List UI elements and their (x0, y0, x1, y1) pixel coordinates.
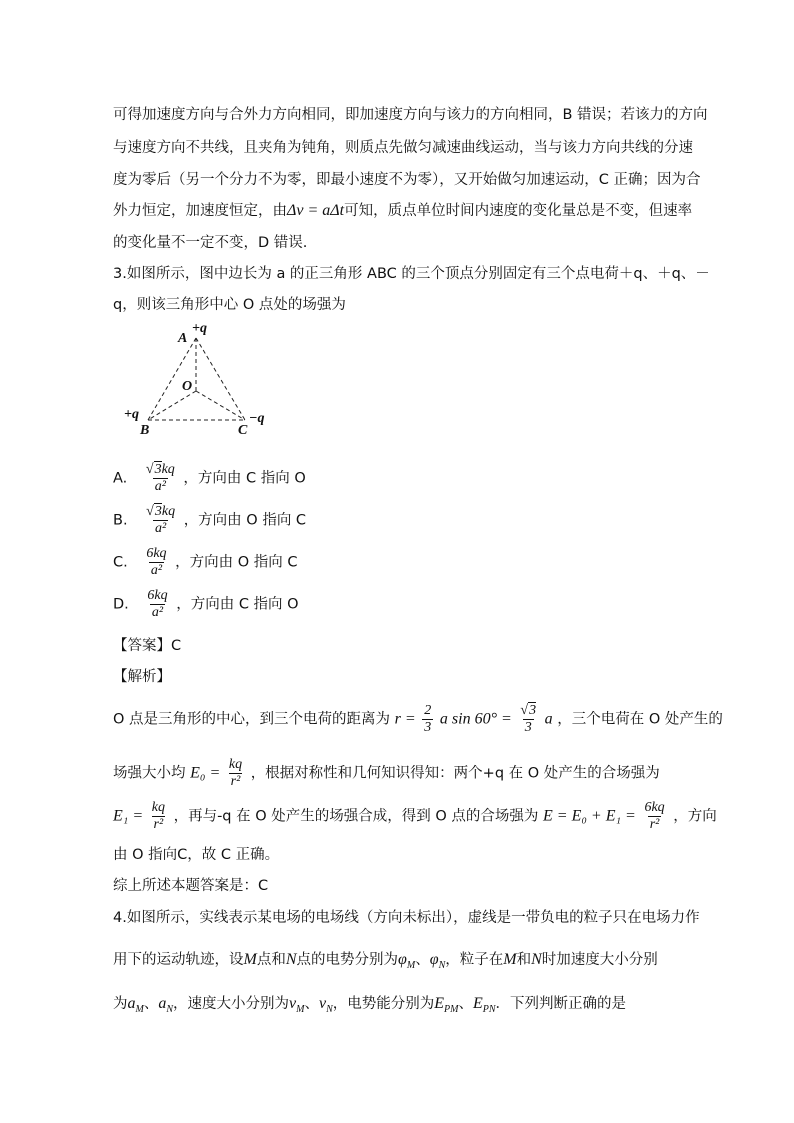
a-n: $a_N$ (158, 995, 174, 1016)
v-n: $v_N$ (318, 995, 333, 1016)
separator: 、 (458, 996, 473, 1012)
fraction-denominator: a² (151, 605, 164, 620)
analysis-line-2 (113, 757, 660, 790)
v-m: $v_M$ (289, 995, 305, 1016)
option-a-text: ，方向由 C 指向 O (183, 470, 306, 487)
analysis-line-1 (113, 703, 723, 736)
delta-v-equation: Δv = aΔt (287, 202, 345, 219)
answer-tag: 【答案】 (113, 638, 171, 654)
q3-stem-line-1: 3.如图所示，图中边长为 a 的正三角形 ABC 的三个顶点分别固定有三个点电荷＋q、＋q、－ (113, 266, 710, 282)
fraction-root3-over-3: $\frac{√3}{3}$ (520, 703, 537, 735)
prev-para-line-5: 的变化量不一定不变，D 错误. (113, 235, 308, 251)
analysis-text: 场强大小均 (113, 765, 186, 782)
option-a[interactable] (113, 462, 306, 495)
charge-c-label: −q (249, 411, 265, 426)
q3-stem-line-2: q，则该三角形中心 O 点处的场强为 (113, 297, 346, 313)
a-variable: a (544, 710, 553, 728)
option-c[interactable] (113, 546, 298, 579)
segment-bo (148, 391, 196, 420)
vertex-c-label: C (238, 423, 248, 438)
q4-text: ，电势能分别为 (332, 996, 435, 1012)
vertex-a-label: A (178, 331, 188, 346)
prev-para-line-4 (113, 199, 692, 220)
analysis-tag: 【解析】 (113, 669, 171, 685)
q4-text: 点和 (256, 952, 286, 968)
option-c-letter: C. (113, 554, 128, 571)
point-n: N (531, 951, 542, 968)
prev-para-text: 可知，质点单位时间内速度的变化量总是不变，但速率 (344, 203, 693, 219)
phi-n: $\varphi_N$ (429, 951, 446, 972)
e0-equation: E₀ = (190, 764, 221, 782)
fraction-6kq-r2: $\frac{6kq}{\text{r²}}$ (644, 800, 665, 832)
fraction-denominator: a² (155, 521, 167, 536)
analysis-text: ，方向 (673, 808, 717, 825)
fraction-denominator: a² (150, 563, 163, 578)
point-n: N (285, 951, 297, 968)
option-a-fraction (144, 462, 177, 495)
segment-co (196, 391, 245, 420)
q4-text: 为 (113, 996, 128, 1012)
q4-stem-line-3 (113, 992, 626, 1015)
e-pn: $E_{PN}$ (472, 995, 496, 1016)
vertex-b-label: B (140, 423, 150, 438)
option-b-fraction (144, 504, 177, 537)
fraction-numerator: 6kq (147, 588, 168, 603)
q4-text: ，速度大小分别为 (173, 996, 290, 1012)
fraction-numerator: √3kq (146, 504, 176, 519)
a-m: $a_M$ (127, 995, 144, 1016)
q4-text: 点的电势分别为 (296, 952, 398, 968)
option-c-text: ，方向由 O 指向 C (175, 554, 298, 571)
q4-text: ，粒子在 (445, 952, 504, 968)
analysis-text: ，再与-q 在 O 处产生的场强合成，得到 O 点的合场强为 (173, 808, 539, 825)
analysis-line-5: 综上所述本题答案是：C (113, 878, 269, 894)
e1-equation: E₁ = (113, 807, 144, 825)
analysis-text: O 点是三角形的中心，到三个电荷的距离为 (113, 711, 391, 728)
e-total-equation: E = E₀ + E₁ = (543, 807, 636, 825)
q4-text: 和 (516, 952, 532, 968)
point-m: M (503, 951, 517, 968)
option-b[interactable] (113, 504, 306, 537)
option-d-letter: D. (113, 596, 129, 613)
q4-text: ．下列判断正确的是 (495, 996, 627, 1012)
q4-stem-line-2 (113, 948, 658, 971)
option-b-letter: B. (113, 512, 128, 529)
separator: 、 (143, 996, 159, 1012)
q4-text: 时加速度大小分别 (541, 952, 658, 968)
answer-line (113, 634, 181, 655)
phi-m: $\varphi_M$ (398, 951, 416, 972)
fraction-numerator: 6kq (146, 546, 167, 561)
charge-b-label: +q (124, 407, 139, 422)
analysis-line-3 (113, 800, 717, 833)
option-d[interactable] (113, 588, 299, 621)
triangle-figure (120, 323, 280, 441)
fraction-numerator: √3kq (145, 462, 175, 477)
separator: 、 (304, 996, 319, 1012)
q4-text: 用下的运动轨迹，设 (113, 952, 244, 968)
fraction-denominator: a² (154, 479, 166, 494)
r-equation: r = (394, 710, 416, 728)
analysis-text: ，根据对称性和几何知识得知：两个+q 在 O 处产生的合场强为 (250, 765, 660, 782)
fraction-two-thirds: $\frac{2}{3}$ (424, 703, 432, 735)
prev-para-text: 外力恒定，加速度恒定，由 (113, 203, 287, 219)
option-d-text: ，方向由 C 指向 O (176, 596, 299, 613)
center-o-label: O (182, 379, 193, 394)
analysis-line-4: 由 O 指向C，故 C 正确。 (113, 847, 280, 863)
answer-value: C (171, 638, 182, 654)
option-b-text: ，方向由 O 指向 C (183, 512, 307, 529)
e-pm: $E_{PM}$ (434, 995, 459, 1016)
q4-stem-line-1: 4.如图所示，实线表示某电场的电场线（方向未标出），虚线是一带负电的粒子只在电场力作 (113, 910, 700, 926)
charge-a-label: +q (192, 321, 207, 336)
edge-ac (196, 338, 245, 420)
option-a-letter: A. (113, 470, 128, 487)
fraction-kq-r2: $\frac{kq}{\text{r²}}$ (228, 757, 243, 789)
prev-para-line-3: 度为零后（另一个分力不为零，即最小速度不为零），又开始做匀加速运动，C 正确；因为合 (113, 172, 701, 188)
option-d-fraction (145, 588, 169, 621)
fraction-kq-r2: $\frac{kq}{\text{r²}}$ (151, 800, 165, 832)
sin-term: a sin 60° = (439, 710, 512, 728)
point-m: M (243, 951, 257, 968)
separator: 、 (415, 952, 430, 968)
prev-para-line-2: 与速度方向不共线，且夹角为钝角，则质点先做匀减速曲线运动，当与该力方向共线的分速 (113, 140, 693, 156)
prev-para-line-1: 可得加速度方向与合外力方向相同，即加速度方向与该力的方向相同，B 错误；若该力的方向 (113, 107, 708, 123)
option-c-fraction (144, 546, 168, 579)
analysis-text: ，三个电荷在 O 处产生的 (557, 711, 723, 728)
